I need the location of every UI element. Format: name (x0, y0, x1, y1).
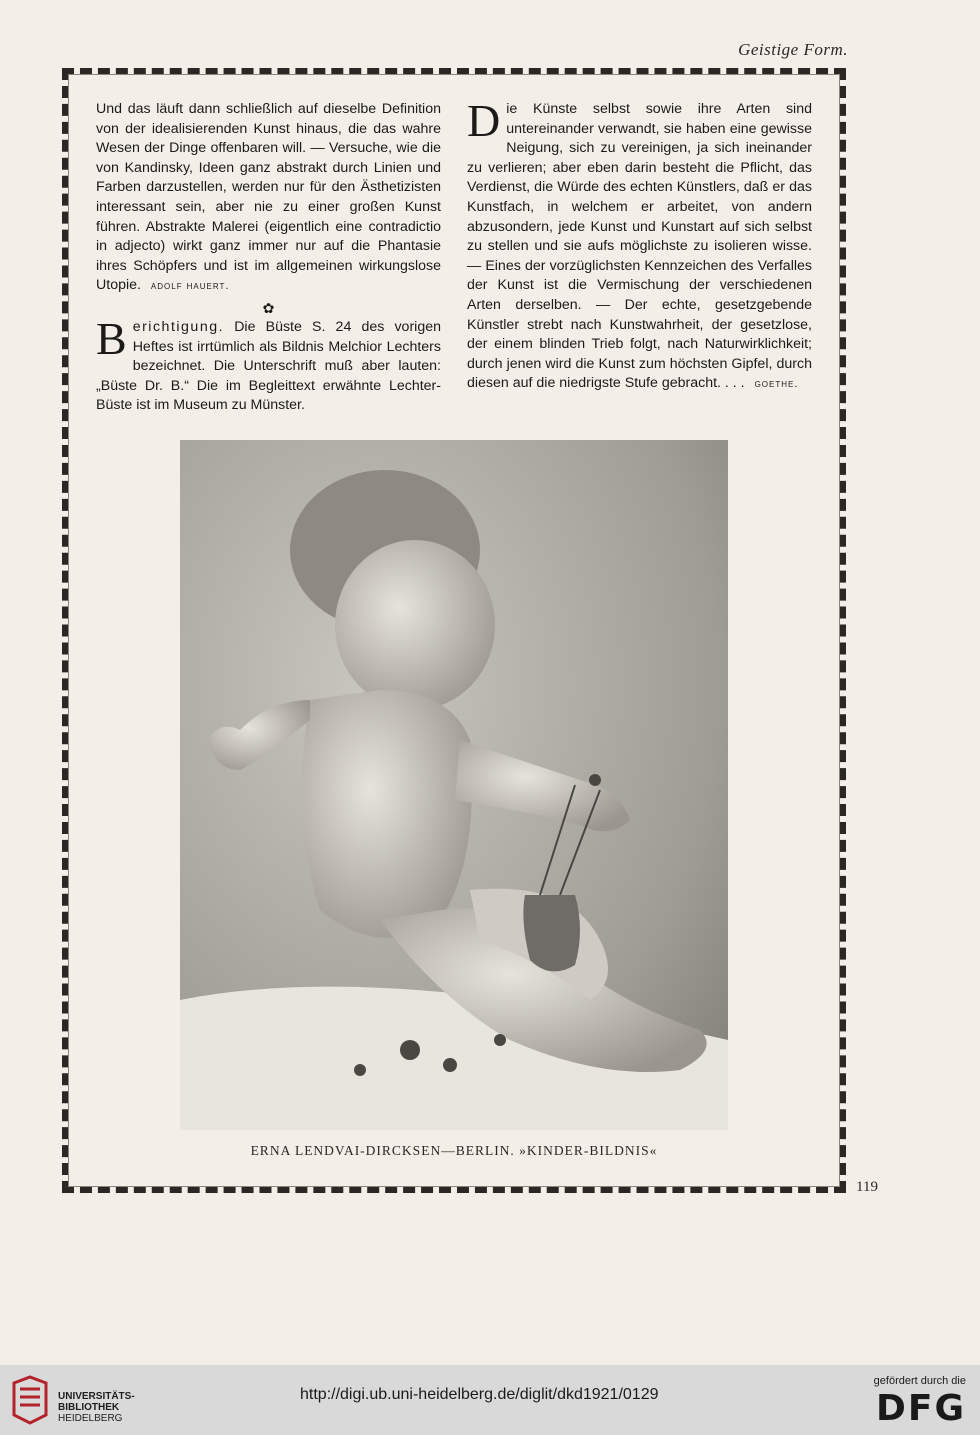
correction-notice: Berichtigung. Die Büste S. 24 des vorigen Heftes ist irrtümlich als Bildnis Melchior Lechters bezeichnet. Die Unterschrift muß aber lauten: „Büste Dr. B.“ Die im Begleittext erwähnte Lechter-Büste ist im Museum zu Münster. (96, 312, 441, 414)
drop-cap: B (96, 312, 127, 364)
notice-title: erichtigung. (132, 318, 225, 335)
permalink-url[interactable]: http://digi.ub.uni-heidelberg.de/diglit/dkd1921/0129 (300, 1386, 659, 1403)
ornament-icon: ✿ (262, 299, 275, 316)
drop-cap: D (467, 95, 501, 146)
child-portrait-photo (180, 440, 728, 1130)
left-column (96, 100, 441, 416)
author-signature: goethe. (754, 378, 799, 391)
dfg-logo[interactable]: DFG (875, 1388, 966, 1429)
footer-bar (0, 1365, 980, 1435)
photo-illustration (180, 440, 728, 1130)
author-signature: adolf hauert. (150, 280, 230, 293)
page-number: 119 (856, 1179, 878, 1195)
sponsor-label: gefördert durch die (873, 1375, 966, 1387)
quote-paragraph: Die Künste selbst sowie ihre Arten sind untereinander verwandt, sie haben eine gewisse Neigung, sich zu vereinigen, ja sich ineinander zu verlieren; aber eben darin besteht die Pflicht, das Verdienst, die Würde des echten Künstlers, daß er das Kunstfach, in welchem er arbeitet, von andern abzusondern, jede Kunst und Kunstart auf sich selbst zu stellen und sie aufs möglichste zu isolieren wisse. — Eines der vorzüglichsten Kennzeichen des Verfalles der Kunst ist die Vermischung der verschiedenen Arten derselben. — Der echte, gesetzgebende Künstler strebt nach Kunstwahrheit, der gesetzlose, der einem blinden Trieb folgt, nach Naturwirklichkeit; durch jenen wird die Kunst zum höchsten Gipfel, durch diesen auf die niedrigste Stufe gebracht. . . . goethe. (467, 95, 812, 392)
university-logo[interactable] (10, 1375, 160, 1425)
photo-caption: ERNA LENDVAI-DIRCKSEN—BERLIN. »KINDER-BILDNIS« (250, 1143, 658, 1158)
article-paragraph: Und das läuft dann schließlich auf dieselbe Definition von der idealisierenden Kunst hinaus, die das wahre Wesen der Dinge offenbaren will. — Versuche, wie die von Kandinsky, Ideen ganz abstrakt durch Linien und Farben darzustellen, werden nur für den Ästhetizisten interessant sein, aber nie zu einer großen Kunst führen. Abstrakte Malerei (eigentlich eine contradictio in adjecto) wirkt ganz immer nur auf die Phantasie ihres Schöpfers und ist im allgemeinen wirkungslose Utopie. adolf hauert. (96, 101, 441, 294)
right-column (467, 95, 812, 395)
library-name: UNIVERSITÄTS- BIBLIOTHEK HEIDELBERG (58, 1391, 135, 1424)
library-emblem-icon (10, 1375, 50, 1425)
running-title: Geistige Form. (738, 40, 848, 59)
